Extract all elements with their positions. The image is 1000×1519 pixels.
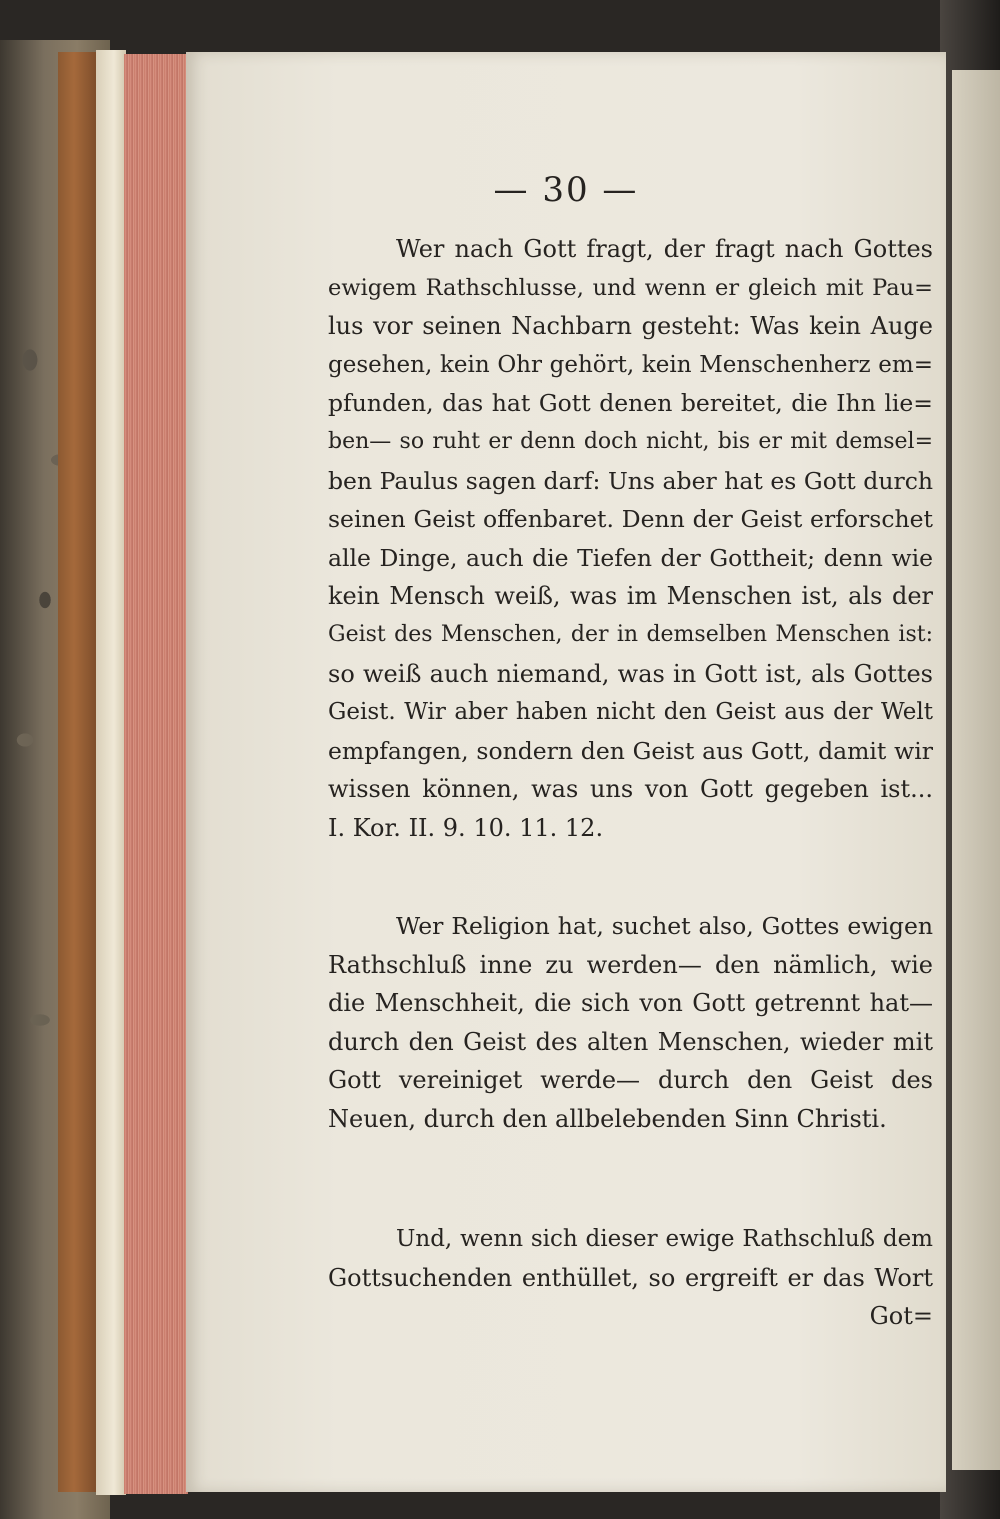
paragraph-3 bbox=[328, 1220, 933, 1336]
text-line: ewigem Rathschlusse, und wenn er gleich mit Pau= bbox=[328, 274, 933, 301]
text-line: Wer nach Gott fragt, der fragt nach Gottes bbox=[396, 235, 933, 263]
leather-cover-edge bbox=[58, 52, 98, 1492]
endpaper bbox=[96, 50, 126, 1495]
catchword: Got= bbox=[869, 1302, 933, 1331]
text-line: Gottsuchenden enthüllet, so ergreift er das Wort bbox=[328, 1263, 933, 1292]
text-line: I. Kor. II. 9. 10. 11. 12. bbox=[328, 813, 604, 842]
text-line: alle Dinge, auch die Tiefen der Gottheit; denn wie bbox=[328, 543, 933, 572]
paragraph-1 bbox=[328, 230, 933, 848]
paragraph-2 bbox=[328, 907, 933, 1139]
text-line: lus vor seinen Nachbarn gesteht: Was kein Auge bbox=[328, 312, 933, 341]
text-line: Rathschluß inne zu werden— den nämlich, wie bbox=[328, 950, 933, 979]
text-line: pfunden, das hat Gott denen bereitet, die Ihn lie= bbox=[328, 389, 933, 418]
text-line: Neuen, durch den allbelebenden Sinn Christi. bbox=[328, 1104, 887, 1133]
red-page-edges bbox=[124, 54, 188, 1494]
text-line: empfangen, sondern den Geist aus Gott, damit wir bbox=[328, 736, 933, 765]
text-line: die Menschheit, die sich von Gott getrennt hat— bbox=[328, 989, 933, 1018]
text-line: gesehen, kein Ohr gehört, kein Menschenherz em= bbox=[328, 351, 933, 378]
facing-page bbox=[952, 70, 1000, 1470]
text-line: Geist des Menschen, der in demselben Menschen ist: bbox=[328, 621, 933, 647]
text-line: Wer Religion hat, suchet also, Gottes ewigen bbox=[396, 912, 933, 940]
book-page bbox=[186, 52, 946, 1492]
text-line: durch den Geist des alten Menschen, wieder mit bbox=[328, 1027, 933, 1056]
text-line: ben Paulus sagen darf: Uns aber hat es Gott durch bbox=[328, 466, 933, 495]
text-line: Gott vereiniget werde— durch den Geist des bbox=[328, 1066, 933, 1095]
text-line: Geist. Wir aber haben nicht den Geist aus der Welt bbox=[328, 699, 933, 726]
text-line: wissen können, was uns von Gott gegeben ist... bbox=[328, 775, 933, 804]
text-line: seinen Geist offenbaret. Denn der Geist erforschet bbox=[328, 505, 933, 534]
text-line: Und, wenn sich dieser ewige Rathschluß dem bbox=[396, 1226, 933, 1252]
text-line: so weiß auch niemand, was in Gott ist, als Gottes bbox=[328, 659, 933, 688]
text-line: kein Mensch weiß, was im Menschen ist, als der bbox=[328, 582, 933, 611]
page-number: — 30 — bbox=[493, 170, 639, 210]
text-line: ben— so ruht er denn doch nicht, bis er mit demsel= bbox=[328, 428, 933, 454]
